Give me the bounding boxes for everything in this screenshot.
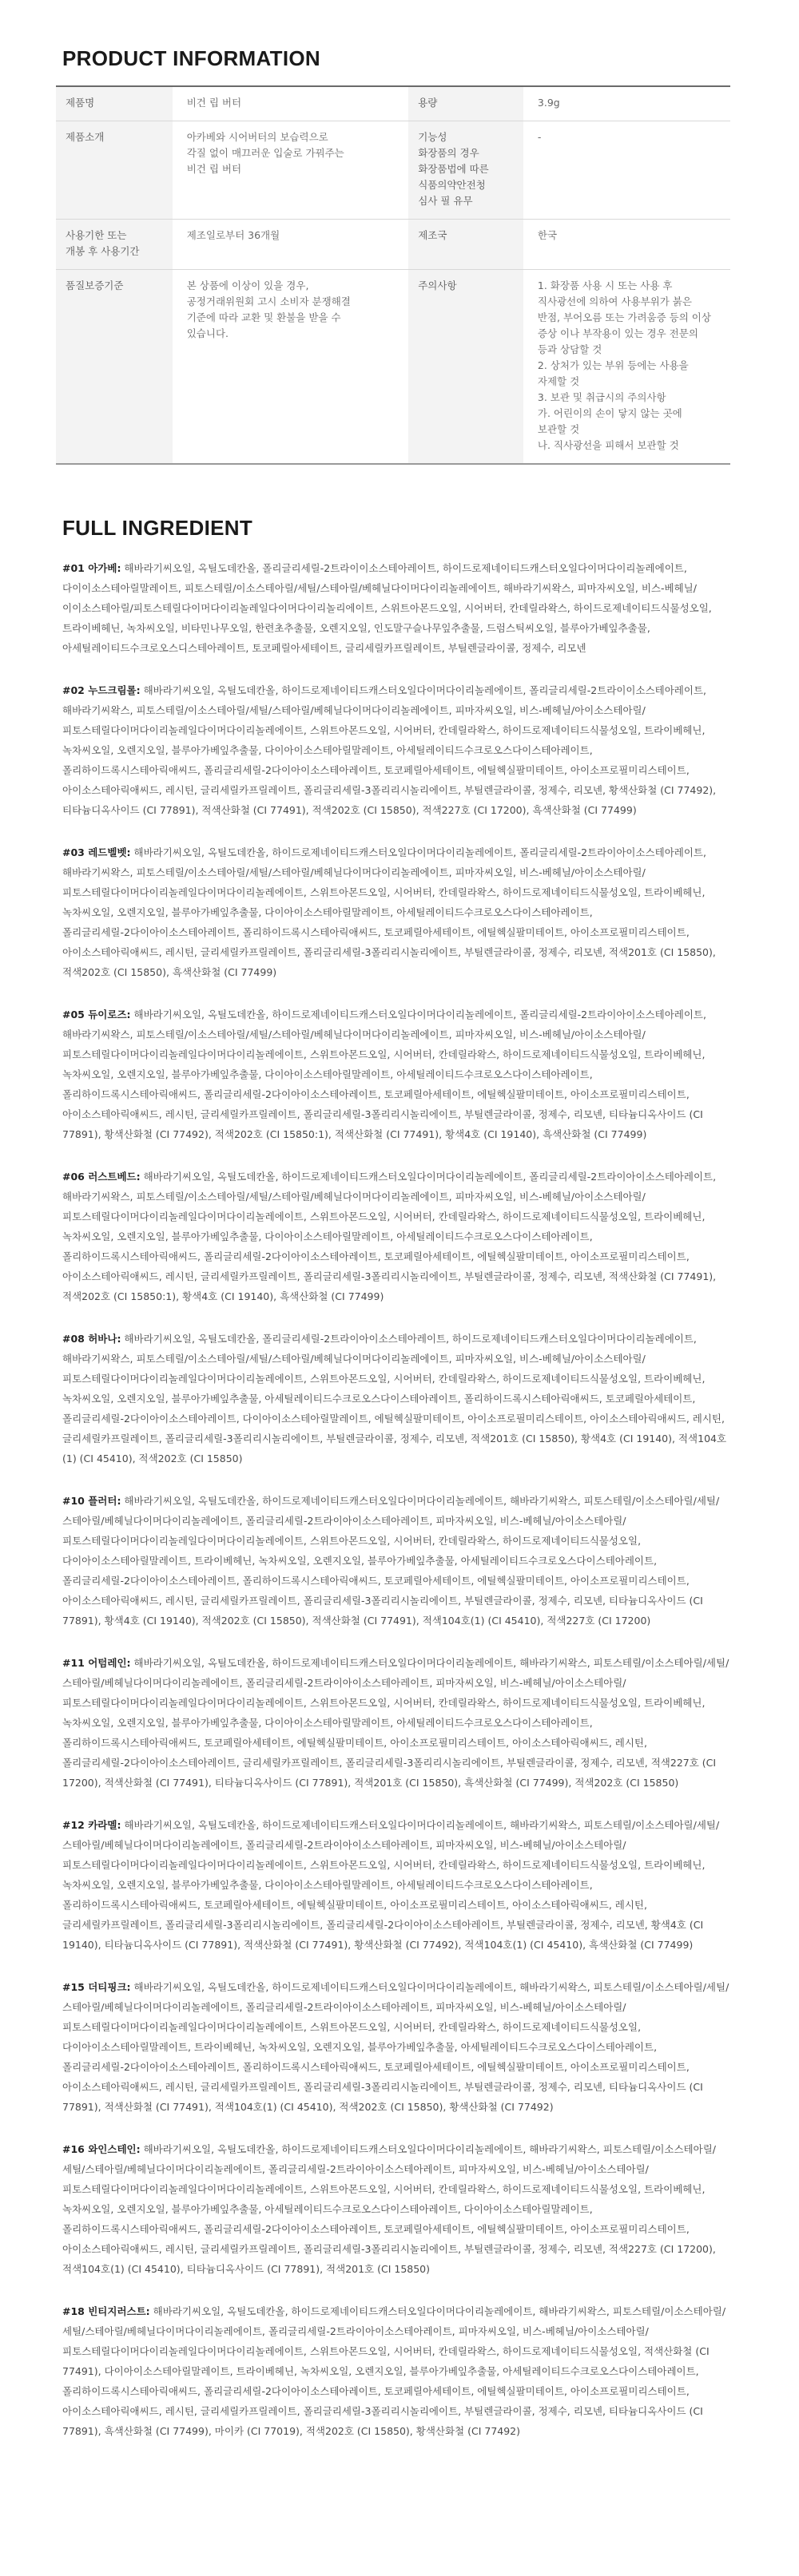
- shade-name: #08 허바나:: [62, 1333, 121, 1345]
- row-value-expiry: 제조일로부터 36개월: [173, 220, 409, 270]
- full-ingredient-section: [56, 516, 743, 2441]
- shade-name: #02 누드크림롤:: [62, 684, 141, 696]
- ingredient-list: 해바라기씨오일, 옥틸도데칸올, 하이드로제네이티드캐스터오일다이머다이리놀레에이트, 해바라기씨왁스, 피토스테릴/이소스테아릴/세틸/스테아릴/베헤닐다이머다이리놀레에이트, 폴리글리세릴-2트라이아이소스테아레이트, 피마자씨오일, 비스-베헤닐/아이소스테아릴/피토스테릴다이머다이리놀레일다이머다이리놀레에이트, 스위트아몬드오일, 시어버터, 칸데릴라왁스, 하이드로제네이티드식물성오일, 트라이베헤닌, 녹차씨오일, 오렌지오일, 블루아가베잎추출물, 다이아이소스테아릴말레이트, 아세틸레이티드수크로오스다이스테아레이트, 폴리하이드록시스테아릭애씨드, 토코페릴아세테이트, 에틸헥실팔미테이트, 아이소프로필미리스테이트, 아이소스테아릭애씨드, 레시틴, 글리세릴카프릴레이트, 폴리글리세릴-3폴리리시놀리에이트, 폴리글리세릴-2다이아이소스테아레이트, 부틸렌글라이콜, 정제수, 리모넨, 황색4호 (CI 19140), 티타늄디옥사이드 (CI 77891), 적색산화철 (CI 77491), 황색산화철 (CI 77492), 적색104호(1) (CI 45410), 흑색산화철 (CI 77499): [62, 1819, 720, 1951]
- ingredient-list: 해바라기씨오일, 옥틸도데칸올, 하이드로제네이티드캐스터오일다이머다이리놀레에이트, 해바라기씨왁스, 피토스테릴/이소스테아릴/세틸/스테아릴/베헤닐다이머다이리놀레에이트, 폴리글리세릴-2트라이아이소스테아레이트, 피마자씨오일, 비스-베헤닐/아이소스테아릴/피토스테릴다이머다이리놀레일다이머다이리놀레에이트, 스위트아몬드오일, 시어버터, 칸데릴라왁스, 하이드로제네이티드식물성오일, 트라이베헤닌, 녹차씨오일, 오렌지오일, 블루아가베잎추출물, 다이아이소스테아릴말레이트, 아세틸레이티드수크로오스다이스테아레이트, 폴리하이드록시스테아릭애씨드, 토코페릴아세테이트, 에틸헥실팔미테이트, 아이소프로필미리스테이트, 아이소스테아릭애씨드, 레시틴, 폴리글리세릴-2다이아이소스테아레이트, 글리세릴카프릴레이트, 폴리글리세릴-3폴리리시놀리에이트, 부틸렌글라이콜, 정제수, 리모넨, 적색227호 (CI 17200), 적색산화철 (CI 77491), 티타늄디옥사이드 (CI 77891), 적색201호 (CI 15850), 흑색산화철 (CI 77499), 적색202호 (CI 15850): [62, 1657, 729, 1789]
- ingredient-entry: [62, 1815, 730, 1955]
- row-value-quality-guarantee: 본 상품에 이상이 있을 경우, 공정거래위원회 고시 소비자 분쟁해결 기준에 따라 교환 및 환불을 받을 수 있습니다.: [173, 270, 409, 465]
- row-label-quality-guarantee: 품질보증기준: [56, 270, 173, 465]
- ingredient-list: 해바라기씨오일, 옥틸도데칸올, 하이드로제네이티드캐스터오일다이머다이리놀레에이트, 해바라기씨왁스, 피토스테릴/이소스테아릴/세틸/스테아릴/베헤닐다이머다이리놀레에이트, 폴리글리세릴-2트라이아이소스테아레이트, 피마자씨오일, 비스-베헤닐/아이소스테아릴/피토스테릴다이머다이리놀레일다이머다이리놀레에이트, 스위트아몬드오일, 시어버터, 칸데릴라왁스, 하이드로제네이티드식물성오일, 다이아이소스테아릴말레이트, 트라이베헤닌, 녹차씨오일, 오렌지오일, 블루아가베잎추출물, 아세틸레이티드수크로오스다이스테아레이트, 폴리글리세릴-2다이아이소스테아레이트, 폴리하이드록시스테아릭애씨드, 토코페릴아세테이트, 에틸헥실팔미테이트, 아이소프로필미리스테이트, 아이소스테아릭애씨드, 레시틴, 글리세릴카프릴레이트, 폴리글리세릴-3폴리리시놀리에이트, 부틸렌글라이콜, 정제수, 리모넨, 티타늄디옥사이드 (CI 77891), 황색4호 (CI 19140), 적색202호 (CI 15850), 적색산화철 (CI 77491), 적색104호(1) (CI 45410), 적색227호 (CI 17200): [62, 1495, 720, 1627]
- table-row: [56, 121, 730, 220]
- ingredient-list: 해바라기씨오일, 옥틸도데칸올, 하이드로제네이티드캐스터오일다이머다이리놀레에이트, 폴리글리세릴-2트라이아이소스테아레이트, 해바라기씨왁스, 피토스테릴/이소스테아릴/세틸/스테아릴/베헤닐다이머다이리놀레에이트, 피마자씨오일, 비스-베헤닐/아이소스테아릴/피토스테릴다이머다이리놀레일다이머다이리놀레에이트, 스위트아몬드오일, 시어버터, 칸데릴라왁스, 하이드로제네이티드식물성오일, 트라이베헤닌, 녹차씨오일, 오렌지오일, 블루아가베잎추출물, 다이아이소스테아릴말레이트, 아세틸레이티드수크로오스다이스테아레이트, 폴리하이드록시스테아릭애씨드, 폴리글리세릴-2다이아이소스테아레이트, 토코페릴아세테이트, 에틸헥실팔미테이트, 아이소프로필미리스테이트, 아이소스테아릭애씨드, 레시틴, 글리세릴카프릴레이트, 폴리글리세릴-3폴리리시놀리에이트, 부틸렌글라이콜, 정제수, 리모넨, 적색산화철 (CI 77491), 적색202호 (CI 15850:1), 황색4호 (CI 19140), 흑색산화철 (CI 77499): [62, 1171, 717, 1302]
- row-label-expiry: 사용기한 또는 개봉 후 사용기간: [56, 220, 173, 270]
- shade-name: #01 아가베:: [62, 562, 121, 574]
- product-information-title: PRODUCT INFORMATION: [62, 46, 320, 70]
- ingredient-entry: [62, 1491, 730, 1631]
- ingredient-list: 해바라기씨오일, 옥틸도데칸올, 하이드로제네이티드캐스터오일다이머다이리놀레에이트, 폴리글리세릴-2트라이아이소스테아레이트, 해바라기씨왁스, 피토스테릴/이소스테아릴/세틸/스테아릴/베헤닐다이머다이리놀레에이트, 피마자씨오일, 비스-베헤닐/아이소스테아릴/피토스테릴다이머다이리놀레일다이머다이리놀레에이트, 스위트아몬드오일, 시어버터, 칸데릴라왁스, 하이드로제네이티드식물성오일, 트라이베헤닌, 녹차씨오일, 오렌지오일, 블루아가베잎추출물, 다이아이소스테아릴말레이트, 아세틸레이티드수크로오스다이스테아레이트, 폴리글리세릴-2다이아이소스테아레이트, 폴리하이드록시스테아릭애씨드, 토코페릴아세테이트, 에틸헥실팔미테이트, 아이소프로필미리스테이트, 아이소스테아릭애씨드, 레시틴, 글리세릴카프릴레이트, 폴리글리세릴-3폴리리시놀리에이트, 부틸렌글라이콜, 정제수, 리모넨, 적색201호 (CI 15850), 적색202호 (CI 15850), 흑색산화철 (CI 77499): [62, 846, 716, 978]
- row-label-precautions: 주의사항: [408, 270, 523, 465]
- ingredient-list: 해바라기씨오일, 옥틸도데칸올, 폴리글리세릴-2트라이이소스테아레이트, 하이드로제네이티드캐스터오일다이머다이리놀레에이트, 다이이소스테아릴말레이트, 피토스테릴/이소스테아릴/세틸/스테아릴/베헤닐다이머다이리놀레에이트, 해바라기씨왁스, 피마자씨오일, 비스-베헤닐/이이소스테아릴/피토스테릴다이머다이리놀레일다이머다이리놀리에이트, 스위트아몬드오일, 시어버터, 칸데릴라왁스, 하이드로제네이티드식물성오일, 트라이베헤닌, 녹차씨오일, 비타민나무오일, 한련초추출물, 오렌지오일, 인도말구슬나무잎추출물, 드럼스틱씨오일, 블루아가베잎추출물, 아세틸레이티드수크로오스디스테아레이트, 토코페릴아세테이트, 글리세릴카프릴레이트, 부틸렌글라이콜, 정제수, 리모넨: [62, 562, 712, 654]
- shade-name: #11 어텀레인:: [62, 1657, 131, 1669]
- ingredient-entry: [62, 1977, 730, 2117]
- ingredient-entry: [62, 1167, 730, 1306]
- table-row: [56, 86, 730, 121]
- ingredient-entry: [62, 1653, 730, 1793]
- shade-name: #15 더티핑크:: [62, 1981, 131, 1993]
- ingredient-entry: [62, 2301, 730, 2441]
- row-label-product-name: 제품명: [56, 86, 173, 121]
- ingredient-list: 해바라기씨오일, 옥틸도데칸올, 하이드로제네이티드캐스터오일다이머다이리놀레에이트, 폴리글리세릴-2트라이아이소스테아레이트, 해바라기씨왁스, 피토스테릴/이소스테아릴/세틸/스테아릴/베헤닐다이머다이리놀레에이트, 피마자씨오일, 비스-베헤닐/아이소스테아릴/피토스테릴다이머다이리놀레일다이머다이리놀레에이트, 스위트아몬드오일, 시어버터, 칸데릴라왁스, 하이드로제네이티드식물성오일, 트라이베헤닌, 녹차씨오일, 오렌지오일, 블루아가베잎추출물, 다이아이소스테아릴말레이트, 아세틸레이티드수크로오스다이스테아레이트, 폴리하이드록시스테아릭애씨드, 폴리글리세릴-2다이아이소스테아레이트, 토코페릴아세테이트, 에틸헥실팔미테이트, 아이소프로필미리스테이트, 아이소스테아릭애씨드, 레시틴, 글리세릴카프릴레이트, 폴리글리세릴-3폴리리시놀리에이트, 부틸렌글라이콜, 정제수, 리모넨, 티타늄디옥사이드 (CI 77891), 황색산화철 (CI 77492), 적색202호 (CI 15850:1), 적색산화철 (CI 77491), 황색4호 (CI 19140), 흑색산화철 (CI 77499): [62, 1009, 706, 1140]
- shade-name: #12 카라멜:: [62, 1819, 121, 1831]
- row-value-precautions: 1. 화장품 사용 시 또는 사용 후 직사광선에 의하여 사용부위가 붉은 반점, 부어오름 또는 가려움증 등의 이상 증상 이나 부작용이 있는 경우 전문의 등과 상담할 것 2. 상처가 있는 부위 등에는 사용을 자제할 것 3. 보관 및 취급시의 주의사항 가. 어린이의 손이 닿지 않는 곳에 보관할 것 나. 직사광선을 피해서 보관할 것: [523, 270, 730, 465]
- ingredient-list: 해바라기씨오일, 옥틸도데칸올, 하이드로제네이티드캐스터오일다이머다이리놀레에이트, 해바라기씨왁스, 피토스테릴/이소스테아릴/세틸/스테아릴/베헤닐다이머다이리놀레에이트, 폴리글리세릴-2트라이아이소스테아레이트, 피마자씨오일, 비스-베헤닐/아이소스테아릴/피토스테릴다이머다이리놀레일다이머다이리놀레에이트, 스위트아몬드오일, 시어버터, 칸데릴라왁스, 하이드로제네이티드식물성오일, 다이아이소스테아릴말레이트, 트라이베헤닌, 녹차씨오일, 오렌지오일, 블루아가베잎추출물, 아세틸레이티드수크로오스다이스테아레이트, 폴리글리세릴-2다이아이소스테아레이트, 폴리하이드록시스테아릭애씨드, 토코페릴아세테이트, 에틸헥실팔미테이트, 아이소프로필미리스테이트, 아이소스테아릭애씨드, 레시틴, 글리세릴카프릴레이트, 폴리글리세릴-3폴리리시놀리에이트, 부틸렌글라이콜, 정제수, 리모넨, 티타늄디옥사이드 (CI 77891), 적색산화철 (CI 77491), 적색104호(1) (CI 45410), 적색202호 (CI 15850), 황색산화철 (CI 77492): [62, 1981, 729, 2113]
- ingredient-entry: [62, 842, 730, 982]
- row-value-product-intro: 아카베와 시어버터의 보습력으로 각질 없이 매끄러운 입술로 가꿔주는 비건 립 버터: [173, 121, 409, 220]
- ingredient-entry: [62, 1005, 730, 1144]
- full-ingredient-title: FULL INGREDIENT: [62, 516, 253, 540]
- ingredient-entry: [62, 558, 730, 658]
- ingredient-entry: [62, 2139, 730, 2279]
- row-value-functional-review: -: [523, 121, 730, 220]
- ingredient-list: 해바라기씨오일, 옥틸도데칸올, 하이드로제네이티드캐스터오일다이머다이리놀레에이트, 해바라기씨왁스, 피토스테릴/이소스테아릴/세틸/스테아릴/베헤닐다이머다이리놀레에이트, 폴리글리세릴-2트라이아이소스테아레이트, 피마자씨오일, 비스-베헤닐/아이소스테아릴/피토스테릴다이머다이리놀레일다이머다이리놀레에이트, 스위트아몬드오일, 시어버터, 칸데릴라왁스, 하이드로제네이티드식물성오일, 적색산화철 (CI 77491), 다이아이소스테아릴말레이트, 트라이베헤닌, 녹차씨오일, 오렌지오일, 블루아가베잎추출물, 아세틸레이티드수크로오스다이스테아레이트, 폴리하이드록시스테아릭애씨드, 폴리글리세릴-2다이아이소스테아레이트, 토코페릴아세테이트, 에틸헥실팔미테이트, 아이소프로필미리스테이트, 아이소스테아릭애씨드, 레시틴, 글리세릴카프릴레이트, 폴리글리세릴-3폴리리시놀리에이트, 부틸렌글라이콜, 정제수, 리모넨, 티타늄디옥사이드 (CI 77891), 흑색산화철 (CI 77499), 마이카 (CI 77019), 적색202호 (CI 15850), 황색산화철 (CI 77492): [62, 2305, 726, 2437]
- ingredient-entry: [62, 680, 730, 820]
- row-label-country: 제조국: [408, 220, 523, 270]
- shade-name: #06 러스트베드:: [62, 1171, 141, 1183]
- shade-name: #03 레드벨벳:: [62, 846, 131, 858]
- product-information-table: [56, 85, 730, 465]
- shade-name: #18 빈티지러스트:: [62, 2305, 150, 2317]
- ingredient-list: 해바라기씨오일, 옥틸도데칸올, 폴리글리세릴-2트라이아이소스테아레이트, 하이드로제네이티드캐스터오일다이머다이리놀레에이트, 해바라기씨왁스, 피토스테릴/이소스테아릴/세틸/스테아릴/베헤닐다이머다이리놀레에이트, 피마자씨오일, 비스-베헤닐/아이소스테아릴/피토스테릴다이머다이리놀레일다이머다이리놀레에이트, 스위트아몬드오일, 시어버터, 칸데릴라왁스, 하이드로제네이티드식물성오일, 트라이베헤닌, 녹차씨오일, 오렌지오일, 블루아가베잎추출물, 아세틸레이티드수크로오스다이스테아레이트, 폴리하이드록시스테아릭애씨드, 토코페릴아세테이트, 폴리글리세릴-2다이아이소스테아레이트, 다이아이소스테아릴말레이트, 에틸헥실팔미테이트, 아이소프로필미리스테이트, 아이소스테아릭애씨드, 레시틴, 글리세릴카프릴레이트, 폴리글리세릴-3폴리리시놀리에이트, 부틸렌글라이콜, 정제수, 리모넨, 적색201호 (CI 15850), 황색4호 (CI 19140), 적색104호(1) (CI 45410), 적색202호 (CI 15850): [62, 1333, 727, 1464]
- shade-name: #10 플러터:: [62, 1495, 121, 1507]
- ingredient-list: 해바라기씨오일, 옥틸도데칸올, 하이드로제네이티드캐스터오일다이머다이리놀레에이트, 해바라기씨왁스, 피토스테릴/이소스테아릴/세틸/스테아릴/베헤닐다이머다이리놀레에이트, 폴리글리세릴-2트라이아이소스테아레이트, 피마자씨오일, 비스-베헤닐/아이소스테아릴/피토스테릴다이머다이리놀레일다이머다이리놀레에이트, 스위트아몬드오일, 시어버터, 칸데릴라왁스, 하이드로제네이티드식물성오일, 트라이베헤닌, 녹차씨오일, 오렌지오일, 블루아가베잎추출물, 아세틸레이티드수크로오스다이스테아레이트, 다이아이소스테아릴말레이트, 폴리하이드록시스테아릭애씨드, 폴리글리세릴-2다이아이소스테아레이트, 토코페릴아세테이트, 에틸헥실팔미테이트, 아이소프로필미리스테이트, 아이소스테아릭애씨드, 레시틴, 글리세릴카프릴레이트, 폴리글리세릴-3폴리리시놀리에이트, 부틸렌글라이콜, 정제수, 리모넨, 적색227호 (CI 17200), 적색104호(1) (CI 45410), 티타늄디옥사이드 (CI 77891), 적색201호 (CI 15850): [62, 2143, 716, 2275]
- shade-name: #05 듀이로즈:: [62, 1009, 131, 1020]
- table-row: [56, 220, 730, 270]
- row-label-product-intro: 제품소개: [56, 121, 173, 220]
- row-label-functional-review: 기능성 화장품의 경우 화장품법에 따른 식품의약안전청 심사 필 유무: [408, 121, 523, 220]
- shade-name: #16 와인스테인:: [62, 2143, 141, 2155]
- ingredient-list: 해바라기씨오일, 옥틸도데칸올, 하이드로제네이티드캐스터오일다이머다이리놀레에이트, 폴리글리세릴-2트라이이소스테아레이트, 해바라기씨왁스, 피토스테릴/이소스테아릴/세틸/스테아릴/베헤닐다이머다이리놀레에이트, 피마자씨오일, 비스-베헤닐/아이소스테아릴/피토스테릴다이머다이리놀레일다이머다이리놀레에이트, 스위트아몬드오일, 시어버터, 칸데릴라왁스, 하이드로제네이티드식물성오일, 트라이베헤닌, 녹차씨오일, 오렌지오일, 블루아가베잎추출물, 다이아이소스테아릴말레이트, 아세틸레이티드수크로오스다이스테아레이트, 폴리하이드록시스테아릭애씨드, 폴리글리세릴-2다이아이소스테아레이트, 토코페릴아세테이트, 에틸헥실팔미테이트, 아이소프로필미리스테이트, 아이소스테아릭애씨드, 레시틴, 글리세릴카프릴레이트, 폴리글리세릴-3폴리리시놀리에이트, 부틸렌글라이콜, 정제수, 리모넨, 황색산화철 (CI 77492), 티타늄디옥사이드 (CI 77891), 적색산화철 (CI 77491), 적색202호 (CI 15850), 적색227호 (CI 17200), 흑색산화철 (CI 77499): [62, 684, 717, 816]
- row-value-country: 한국: [523, 220, 730, 270]
- table-row: [56, 270, 730, 465]
- row-value-product-name: 비건 립 버터: [173, 86, 409, 121]
- row-value-capacity: 3.9g: [523, 86, 730, 121]
- row-label-capacity: 용량: [408, 86, 523, 121]
- ingredient-entry: [62, 1329, 730, 1468]
